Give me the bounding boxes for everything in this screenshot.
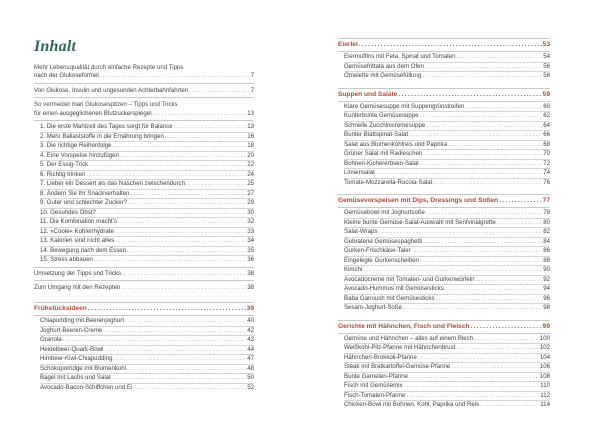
recipe-entry[interactable] [344,111,550,121]
dot-leader [418,354,539,363]
recipe-page: 106 [539,363,550,370]
recipe-page: 110 [540,382,550,389]
recipe-label: Gurken-Frischkäse-Taler [344,247,411,254]
dot-leader [412,247,543,256]
recipe-page: 62 [543,112,550,119]
tip-label: 12. »Coole« Kohlenhydrate [40,227,114,235]
recipe-entry[interactable] [344,265,550,275]
tip-page: 30 [247,208,254,216]
dot-leader [426,122,542,131]
recipe-page: 86 [543,247,550,254]
recipe-label: Grüner Salat mit Radieschen [344,150,423,157]
recipe-entry[interactable] [40,354,254,364]
recipe-entry[interactable] [344,362,550,372]
recipe-entry[interactable] [40,335,254,345]
tip-entry[interactable] [40,132,254,142]
recipe-entry[interactable] [344,121,550,131]
recipe-label: Salat aus Blumenkohlreis und Paprika [344,140,447,148]
recipe-label: Gemüsebowl mit Joghurtsoße [344,209,425,216]
section-heading[interactable] [338,194,550,205]
section-title: Eierlei [338,41,358,48]
dot-leader [133,384,246,393]
recipe-page: 114 [540,401,550,408]
dot-leader [128,199,246,208]
dot-leader [378,228,542,237]
dot-leader [465,103,542,112]
recipe-label: Kleine bunte Gemüse-Salat-Auswahl mit Senfvinaigrette [344,218,496,226]
recipe-entry[interactable] [344,381,550,391]
dot-leader [497,219,542,228]
recipe-entry[interactable] [344,372,550,382]
tip-entry[interactable] [40,160,254,170]
recipe-page: 48 [247,364,254,372]
dot-leader [403,304,542,313]
dot-leader [63,336,247,345]
tip-entry[interactable] [40,236,254,246]
recipe-entry[interactable] [344,149,550,159]
toc-entry-label: Zum Umgang mit den Rezepten [34,284,121,292]
dot-leader [186,180,246,189]
tip-label: 8. Ändern Sie Ihr Snackverhalten [40,189,130,197]
dot-leader [115,237,246,246]
dot-leader [115,228,246,237]
recipe-label: Salat-Wraps [344,228,378,235]
dot-leader [471,322,542,331]
tip-entry[interactable] [40,227,254,237]
recipe-page: 84 [543,237,550,245]
dot-leader [97,209,246,218]
tip-page: 35 [247,246,254,254]
recipe-entry[interactable] [40,345,254,355]
tip-label: 13. Kalorien sind nicht alles [40,237,115,245]
toc-entry[interactable] [34,110,254,119]
recipe-page: 94 [543,285,550,292]
section-heading[interactable] [34,302,254,313]
recipe-entry[interactable] [344,71,550,81]
toc-entry-page: 38 [247,284,254,292]
recipe-page: 90 [543,266,550,273]
recipe-entry[interactable] [344,159,550,169]
toc-entry[interactable] [34,284,254,293]
recipe-entry[interactable] [344,294,550,304]
toc-entry-page: 7 [250,86,254,94]
tip-label: 3. Die richtige Reihenfolge [40,142,112,150]
section-title: Gerichte mit Hähnchen, Fisch und Fleisch [338,322,470,330]
recipe-label: Joghurt-Beeren-Creme [40,326,103,334]
dot-leader [404,382,540,391]
toc-entry-label: für einen ausgeglichenen Blutzuckerspiegel [34,109,152,117]
tip-label: 7. Lieber ein Dessert als das Naschen zwischendurch [40,180,185,188]
toc-entry[interactable] [34,270,254,279]
dot-leader [121,284,246,293]
recipe-entry[interactable] [40,317,254,326]
recipe-page: 60 [543,102,550,110]
recipe-entry[interactable] [40,383,254,393]
dot-leader [456,344,539,353]
dot-leader [130,190,246,199]
dot-leader [433,179,542,188]
dot-leader [409,131,542,140]
tips-list [34,123,254,265]
recipe-entry[interactable] [344,353,550,363]
dot-leader [120,152,246,161]
recipe-entry[interactable] [344,256,550,266]
dot-leader [94,256,246,265]
recipe-page: 78 [543,209,550,216]
recipe-page: 43 [247,336,254,343]
dot-leader [476,276,543,285]
dot-leader [445,285,542,294]
toc-right-column [338,38,550,410]
recipe-entry[interactable] [344,178,550,188]
section-page: 53 [542,41,550,48]
dot-leader [363,266,542,275]
tip-label: 11. Die Kombination macht's [40,218,117,226]
dot-leader [423,150,542,159]
recipe-label: Kimchi [344,266,363,273]
recipe-entry[interactable] [344,53,550,62]
recipe-label: Tomate-Mozzarella-Rucola-Salat [344,178,433,186]
tip-page: 29 [247,199,254,207]
spacer [338,187,550,194]
recipe-entry[interactable] [344,400,550,410]
tip-page: 24 [247,170,254,178]
tip-label: 14. Bewegung nach dem Essen [40,246,127,254]
recipe-label: Gemüsefrittata aus dem Ofen [344,62,424,70]
dot-leader [420,257,542,266]
recipe-entry[interactable] [40,326,254,336]
section-title: Suppen und Salate [338,90,398,98]
dot-leader [112,142,246,151]
tip-page: 32 [247,218,254,226]
recipe-entry[interactable] [344,335,550,344]
recipe-page: 64 [543,121,550,129]
dot-leader [359,40,542,49]
dot-leader [435,295,542,304]
tip-entry[interactable] [40,170,254,180]
recipe-label: Omelette mit Gemüsefüllung [344,72,422,79]
section-fruehstueck [34,302,254,392]
dot-leader [174,123,247,132]
recipe-label: Bagel mit Lachs und Salat [40,374,111,381]
recipe-page: 76 [543,178,550,186]
toc-heading: Inhalt [34,38,77,55]
recipe-entry[interactable] [344,343,550,353]
section-page: 77 [542,197,550,204]
recipe-page: 108 [539,372,550,380]
recipe-label: Linsensalat [344,169,375,176]
recipe-page: 104 [539,353,550,361]
toc-entry[interactable] [34,72,254,81]
tip-label: 4. Eine Vorspeise hinzufügen [40,151,119,159]
recipe-entry[interactable] [344,275,550,285]
dot-leader [122,270,246,279]
toc-entry-label: So vermeidet man Glukosespitzen – Tipps und Tricks [34,101,178,109]
recipe-label: Weißkohl-Pilz-Pfanne mit Hähnchenbrust [344,344,456,351]
tip-label: 9. Guter und schlechter Zucker? [40,199,128,207]
dot-leader [426,209,542,218]
recipe-label: Klare Gemüsesuppe mit Suppengrünstreifen [344,102,465,110]
recipe-label: Heidelbeer-Quark-Bowl [40,345,104,353]
tip-entry[interactable] [40,208,254,218]
recipe-entry[interactable] [344,140,550,150]
spacer [338,313,550,320]
section-heading[interactable] [338,88,550,99]
recipe-entry[interactable] [344,237,550,247]
section-page: 99 [542,322,550,330]
tip-page: 36 [247,256,254,264]
tip-page: 16 [247,132,254,140]
recipe-entry[interactable] [40,364,254,374]
recipe-entry[interactable] [344,168,550,178]
recipe-label: Avocado-Bacon-Schiffchen und Ei [40,383,133,391]
recipe-label: Baba Ganoush mit Gemüsesticks [344,294,435,302]
recipe-entry[interactable] [344,284,550,294]
tip-page: 20 [247,151,254,159]
dot-leader [125,317,246,326]
recipe-page: 102 [539,344,550,351]
recipe-label: Avocado-Hummus mit Gemüsesticks [344,285,444,292]
tip-entry[interactable] [40,179,254,189]
tip-label: 6. Richtig trinken [40,170,86,178]
dot-leader [480,401,539,410]
recipe-page: 98 [543,304,550,311]
dot-leader [451,363,539,372]
recipe-entry[interactable] [344,303,550,313]
recipe-page: 74 [543,169,550,176]
recipe-entry[interactable] [344,103,550,112]
recipe-page: 47 [247,355,254,362]
dot-leader [112,374,246,383]
toc-entry-label: Umsetzung der Tipps und Tricks [34,269,122,277]
recipe-entry[interactable] [344,218,550,228]
recipe-label: Bunte Garnelen-Pfanne [344,372,409,380]
recipe-label: Bunter Blattspinat-Salat [344,131,409,138]
section-heading[interactable] [338,38,550,49]
recipe-label: Eiermuffins mit Feta, Spinat und Tomaten [344,53,456,60]
tip-page: 33 [247,227,254,235]
recipe-label: Fisch-Tomaten-Pfanne [344,391,406,399]
recipe-list [338,103,550,188]
dot-leader [89,161,246,170]
recipe-label: Gemüse und Hähnchen – alles auf einem Blech [344,334,474,342]
recipe-page: 72 [543,159,550,167]
recipe-label: Schnelle Zucchinicremesuppe [344,121,426,129]
recipe-page: 92 [543,275,550,283]
toc-entry-label: Mehr Lebensqualität durch einfache Rezepte und Tipps [34,64,184,71]
dot-leader [406,392,539,401]
recipe-page: 68 [543,140,550,148]
recipe-page: 80 [543,218,550,226]
tip-label: 10. Gesundes Obst? [40,208,96,216]
toc-entry-label: nach der Glukoseformel [34,72,99,80]
dot-leader [409,373,539,382]
recipe-label: Hähnchen-Brokkoli-Pfanne [344,353,417,361]
recipe-label: Kunterbunte Gemüsesuppe [344,112,419,119]
tip-label: 5. Der Essig-Trick [40,161,89,169]
dot-leader [474,335,539,344]
dot-leader [127,365,246,374]
dot-leader [425,63,542,72]
toc-entry-page: 13 [247,109,254,117]
recipe-page: 56 [543,62,550,70]
toc-entry-page: 7 [250,72,254,80]
recipe-page: 66 [543,131,550,138]
recipe-label: Gebratene Gemüsespaghetti [344,237,423,245]
recipe-label: Chicken-Bowl mit Bohnen, Kohl, Paprika und Reis [344,401,480,408]
recipe-page: 42 [247,326,254,334]
toc-entry-label: Von Glukose, Insulin und ungesunden Achterbahnfahrten [34,86,189,94]
recipe-entry[interactable] [40,373,254,383]
tip-page: 34 [247,237,254,245]
recipe-label: Avocadocreme mit Tomaten- und Gurkenwürfeln [344,275,475,283]
dot-leader [88,304,246,313]
tip-label: 1. Die erste Mahlzeit des Tages sorgt für Balance [40,123,173,131]
recipe-list [338,335,550,410]
tip-entry[interactable] [40,246,254,256]
tip-page: 27 [247,189,254,197]
recipe-label: Schokoporridge mit Blumenkohl [40,364,127,372]
recipe-page: 40 [247,317,254,324]
recipe-label: Sesam-Joghurt-Soße [344,304,402,311]
dot-leader [104,346,246,355]
recipe-entry[interactable] [344,130,550,140]
tip-entry[interactable] [40,217,254,227]
recipe-label: Fisch mit Gemüsemix [344,382,403,389]
dot-leader [499,196,542,205]
recipe-page: 100 [539,334,550,342]
tip-page: 18 [247,142,254,150]
recipe-label: Himbeer-Kiwi-Chiapudding [40,355,113,362]
recipe-label: Eingelegte Gurkenscheiben [344,256,419,264]
recipe-label: Bohnen-Kichererbsen-Salat [344,159,419,167]
section-heading[interactable] [338,320,550,331]
tip-entry[interactable] [40,255,254,265]
tip-page: 13 [247,123,254,131]
tip-label: 15. Stress abbauen [40,256,93,264]
recipe-page: 88 [543,256,550,264]
dot-leader [420,160,542,169]
recipe-label: Chiapudding mit Beerenjoghurt [40,317,125,324]
dot-leader [189,87,249,96]
tip-entry[interactable] [40,189,254,199]
recipe-page: 112 [540,391,550,399]
toc-entry[interactable] [34,87,254,96]
tip-entry[interactable] [40,141,254,151]
dot-leader [423,238,542,247]
toc-intro-block [34,64,254,293]
recipe-page: 44 [247,345,254,353]
dot-leader [457,53,543,62]
recipe-page: 58 [543,72,550,79]
recipe-label: Granola [40,336,62,343]
tip-page: 22 [247,161,254,169]
dot-leader [153,110,247,119]
recipe-page: 96 [543,294,550,302]
dot-leader [127,247,246,256]
dot-leader [118,218,246,227]
recipe-page: 54 [543,53,550,60]
recipe-page: 70 [543,150,550,157]
section-title: Gemüsevorspeisen mit Dips, Dressings und Soßen [338,197,499,204]
tip-entry[interactable] [40,123,254,132]
recipe-list [338,209,550,313]
recipe-entry[interactable] [344,209,550,218]
dot-leader [376,169,542,178]
recipe-label: Steak mit Bratkartoffel-Gemüse-Pfanne [344,363,451,370]
section-title: Frühstücksideen [34,305,87,312]
recipe-entry[interactable] [344,62,550,72]
dot-leader [100,72,250,81]
tip-label: 2. Mehr Ballaststoffe in die Ernährung bringen [40,132,164,140]
tip-entry[interactable] [40,198,254,208]
recipe-page: 82 [543,228,550,235]
section-page: 59 [542,90,550,98]
recipe-page: 52 [247,383,254,391]
recipe-entry[interactable] [344,391,550,401]
dot-leader [103,327,246,336]
recipe-entry[interactable] [344,246,550,256]
tip-entry[interactable] [40,151,254,161]
recipe-list [338,53,550,81]
dot-leader [113,355,246,364]
section-page: 39 [246,305,254,312]
recipe-page: 50 [247,374,254,381]
recipe-entry[interactable] [344,227,550,237]
spacer [338,81,550,88]
dot-leader [422,72,542,81]
dot-leader [398,90,541,99]
dot-leader [165,133,246,142]
tip-page: 25 [247,180,254,188]
dot-leader [86,171,246,180]
toc-entry-page: 38 [247,269,254,277]
dot-leader [420,112,543,121]
dot-leader [448,141,542,150]
recipe-list [34,317,254,392]
